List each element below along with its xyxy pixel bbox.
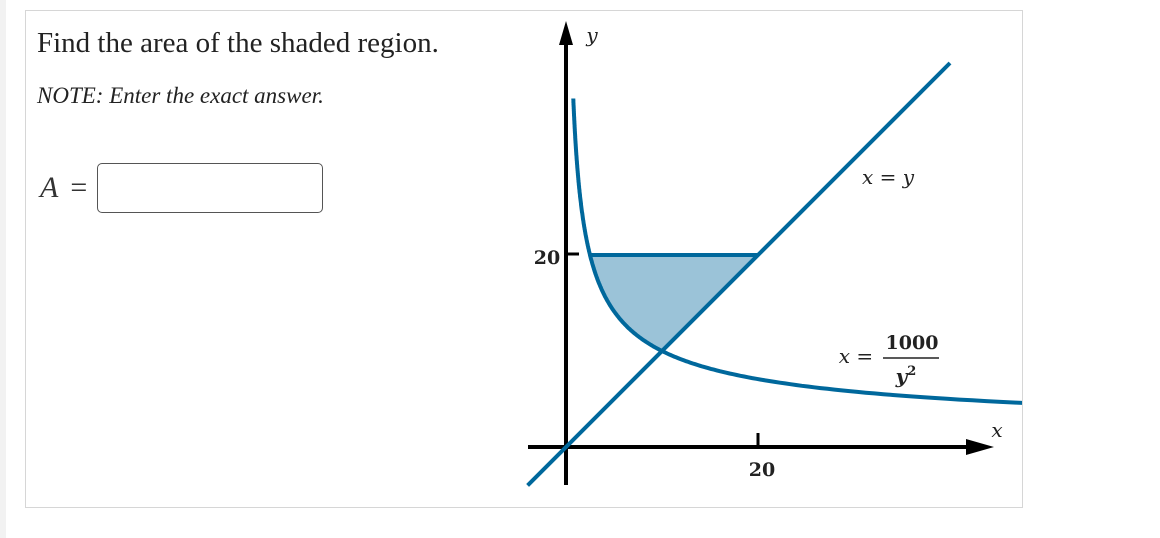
note-text: NOTE: Enter the exact answer. <box>37 83 324 108</box>
y-axis-arrow <box>559 21 573 45</box>
line-x-equals-y <box>528 63 950 485</box>
y-axis-label: y <box>586 23 598 47</box>
page-left-rail <box>0 0 6 538</box>
line-label: x = y <box>861 165 915 189</box>
answer-variable: A <box>40 171 59 204</box>
question-text: Find the area of the shaded region. <box>37 27 439 59</box>
curve-label-denominator: $y^2$ <box>895 364 917 388</box>
curve-x-equals-1000-over-y-squared <box>573 99 1022 406</box>
question-card <box>25 10 1023 508</box>
curve-label-numerator: 1000 <box>885 332 939 354</box>
curve-label-lhs: x = <box>838 344 874 368</box>
area-figure <box>26 11 1022 507</box>
y-tick-label: 20 <box>533 247 561 269</box>
x-tick-label: 20 <box>748 459 776 481</box>
answer-equals-sign: = <box>70 171 88 204</box>
x-axis-arrow <box>966 439 994 455</box>
x-axis-label: x <box>991 418 1003 442</box>
